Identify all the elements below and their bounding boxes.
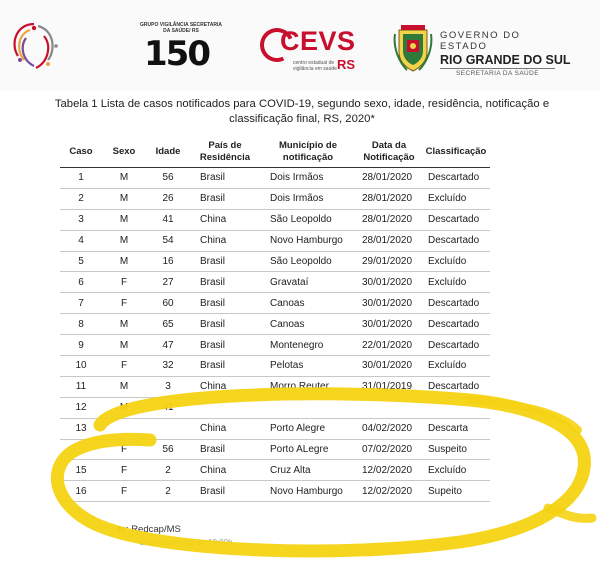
table-cell: F	[102, 272, 146, 293]
table-cell	[422, 397, 490, 418]
table-cell: Montenegro	[260, 335, 356, 356]
table-cell: 28/01/2020	[356, 168, 422, 189]
table-row	[60, 376, 490, 397]
table-cell: Dois Irmãos	[260, 168, 356, 189]
table-cell: Excluído	[422, 356, 490, 377]
table-body	[60, 168, 490, 502]
column-header: Classificação	[422, 137, 490, 168]
table-cell: 5	[60, 251, 102, 272]
table-cell: Porto Alegre	[260, 418, 356, 439]
table-cell: F	[102, 481, 146, 502]
gov-divider	[440, 68, 555, 69]
table-cell: 7	[60, 293, 102, 314]
table-cell: 41	[146, 397, 190, 418]
table-cell: 3	[60, 209, 102, 230]
table-cell: Brasil	[190, 272, 260, 293]
table-cell: Excluído	[422, 460, 490, 481]
table-row	[60, 230, 490, 251]
table-note: base exportada às 10:00h	[140, 538, 233, 547]
table-row	[60, 168, 490, 189]
table-cell: São Leopoldo	[260, 251, 356, 272]
table-cell: 4	[60, 230, 102, 251]
table-row	[60, 335, 490, 356]
table-cell: 1	[60, 168, 102, 189]
cevs-logo	[260, 22, 360, 78]
table-cell: 15	[60, 460, 102, 481]
table-cell: China	[190, 418, 260, 439]
badge-text: GRUPO VIGILÂNCIA SECRETARIA DA SAÚDE/ RS	[140, 22, 222, 34]
table-cell: 2	[146, 460, 190, 481]
table-cell: 16	[146, 251, 190, 272]
table-cell: Brasil	[190, 314, 260, 335]
table-cell: Descartado	[422, 314, 490, 335]
table-cell: 28/01/2020	[356, 209, 422, 230]
table-cell: 9	[60, 335, 102, 356]
table-cell: 41	[146, 209, 190, 230]
table-cell: Excluído	[422, 251, 490, 272]
table-cell: China	[190, 460, 260, 481]
table-cell: M	[102, 230, 146, 251]
table-cell: Dois Irmãos	[260, 188, 356, 209]
table-cell: M	[102, 335, 146, 356]
table-cell: 2	[146, 481, 190, 502]
gov-line1: GOVERNO DO ESTADO	[440, 30, 521, 52]
table-cell: 65	[146, 314, 190, 335]
caption-line2: classificação final, RS, 2020*	[229, 113, 375, 125]
gov-line2: RIO GRANDE DO SUL	[440, 53, 571, 67]
table-cell: 6	[60, 272, 102, 293]
table-cell: Novo Hamburgo	[260, 230, 356, 251]
table-cell: Descartado	[422, 168, 490, 189]
table-cell: F	[102, 460, 146, 481]
anniversary-badge	[140, 22, 222, 78]
table-cell: Brasil	[190, 439, 260, 460]
table-cell: Brasil	[190, 188, 260, 209]
table-cell: Brasil	[190, 293, 260, 314]
column-header: Sexo	[102, 137, 146, 168]
table-cell: Brasil	[190, 168, 260, 189]
table-cell: Brasil	[190, 356, 260, 377]
coat-of-arms-icon	[393, 24, 433, 74]
table-cell: 11	[60, 376, 102, 397]
table-cell: F	[102, 356, 146, 377]
table-cell: M	[102, 251, 146, 272]
table-cell: China	[190, 376, 260, 397]
column-header: Município de notificação	[260, 137, 356, 168]
gov-line3: SECRETARIA DA SAÚDE	[456, 70, 539, 77]
table-cell: Descartado	[422, 335, 490, 356]
table-cell: 30/01/2020	[356, 314, 422, 335]
table-cell: Novo Hamburgo	[260, 481, 356, 502]
table-cell: Morro Reuter	[260, 376, 356, 397]
header-logo-strip	[0, 0, 600, 90]
table-cell: Gravataí	[260, 272, 356, 293]
table-caption	[24, 97, 580, 127]
table-row	[60, 272, 490, 293]
table-cell: 54	[146, 230, 190, 251]
table-cell: 3	[146, 376, 190, 397]
table-cell: Brasil	[190, 335, 260, 356]
table-cell: Descartado	[422, 230, 490, 251]
table-cell: 28/01/2020	[356, 188, 422, 209]
table-cell: 12/02/2020	[356, 460, 422, 481]
table-cell: 16	[60, 481, 102, 502]
table-cell: Porto ALegre	[260, 439, 356, 460]
table-cell: China	[190, 209, 260, 230]
cases-table	[60, 137, 490, 502]
table-cell: M	[102, 314, 146, 335]
table-cell: Suspeito	[422, 439, 490, 460]
table-cell: 30/01/2020	[356, 272, 422, 293]
table-cell: 60	[146, 293, 190, 314]
table-cell: 10	[60, 356, 102, 377]
table-cell: China	[190, 230, 260, 251]
table-cell: Pelotas	[260, 356, 356, 377]
table-cell	[102, 418, 146, 439]
column-header: País de Residência	[190, 137, 260, 168]
table-cell: 13	[60, 418, 102, 439]
table-cell: Canoas	[260, 314, 356, 335]
table-row	[60, 460, 490, 481]
table-cell: 22/01/2020	[356, 335, 422, 356]
column-header: Data da Notificação	[356, 137, 422, 168]
table-row	[60, 481, 490, 502]
table-cell: Descartado	[422, 293, 490, 314]
table-cell: 30/01/2020	[356, 356, 422, 377]
table-cell: 12	[60, 397, 102, 418]
table-row	[60, 356, 490, 377]
table-cell: F	[102, 293, 146, 314]
table-cell: 28/01/2020	[356, 230, 422, 251]
table-cell: Brasil	[190, 481, 260, 502]
table-cell: 56	[146, 439, 190, 460]
table-cell: 56	[146, 168, 190, 189]
table-row	[60, 251, 490, 272]
table-row	[60, 439, 490, 460]
table-cell: Supeito	[422, 481, 490, 502]
table-cell: Descarta	[422, 418, 490, 439]
column-header: Idade	[146, 137, 190, 168]
caption-line1: Tabela 1 Lista de casos notificados para COVID-19, segundo sexo, idade, residência, notificação e	[54, 98, 550, 110]
table-cell: 12/02/2020	[356, 481, 422, 502]
badge-number-text: 150	[144, 34, 209, 74]
cevs-subtitle: centro estadual de vigilância em saúde	[293, 60, 337, 72]
table-cell: 26	[146, 188, 190, 209]
table-row	[60, 397, 490, 418]
table-cell: F	[102, 439, 146, 460]
cevs-wordmark: CEVS	[280, 26, 356, 56]
table-cell: Descartado	[422, 376, 490, 397]
table-cell: 27	[146, 272, 190, 293]
table-cell: M	[102, 209, 146, 230]
table-row	[60, 293, 490, 314]
table-cell: 07/02/2020	[356, 439, 422, 460]
table-cell: M	[102, 397, 146, 418]
table-cell	[60, 439, 102, 460]
table-cell: Brasil	[190, 251, 260, 272]
table-row	[60, 188, 490, 209]
table-source: te: Redcap/MS	[118, 524, 181, 535]
table-cell: Descartado	[422, 209, 490, 230]
table-cell	[190, 397, 260, 418]
government-logo	[440, 30, 571, 77]
table-cell: M	[102, 376, 146, 397]
table-header-row	[60, 137, 490, 168]
badge-number	[144, 34, 209, 74]
table-row	[60, 314, 490, 335]
table-cell: 47	[146, 335, 190, 356]
table-cell: Excluído	[422, 272, 490, 293]
table-cell: 8	[60, 314, 102, 335]
table-row	[60, 209, 490, 230]
table-cell: M	[102, 188, 146, 209]
table-cell: 31/01/2019	[356, 376, 422, 397]
table-row	[60, 418, 490, 439]
table-cell: 04/02/2020	[356, 418, 422, 439]
table-cell: 2	[60, 188, 102, 209]
table-cell: 29/01/2020	[356, 251, 422, 272]
table-cell: Excluído	[422, 188, 490, 209]
table-cell	[260, 397, 356, 418]
swirl-logo-icon	[4, 16, 64, 78]
table-cell: M	[102, 168, 146, 189]
table-cell: Canoas	[260, 293, 356, 314]
cevs-state: RS	[337, 57, 356, 72]
table-cell	[356, 397, 422, 418]
table-cell	[146, 418, 190, 439]
table-cell: 30/01/2020	[356, 293, 422, 314]
column-header: Caso	[60, 137, 102, 168]
table-cell: Cruz Alta	[260, 460, 356, 481]
table-cell: 32	[146, 356, 190, 377]
table-cell: São Leopoldo	[260, 209, 356, 230]
